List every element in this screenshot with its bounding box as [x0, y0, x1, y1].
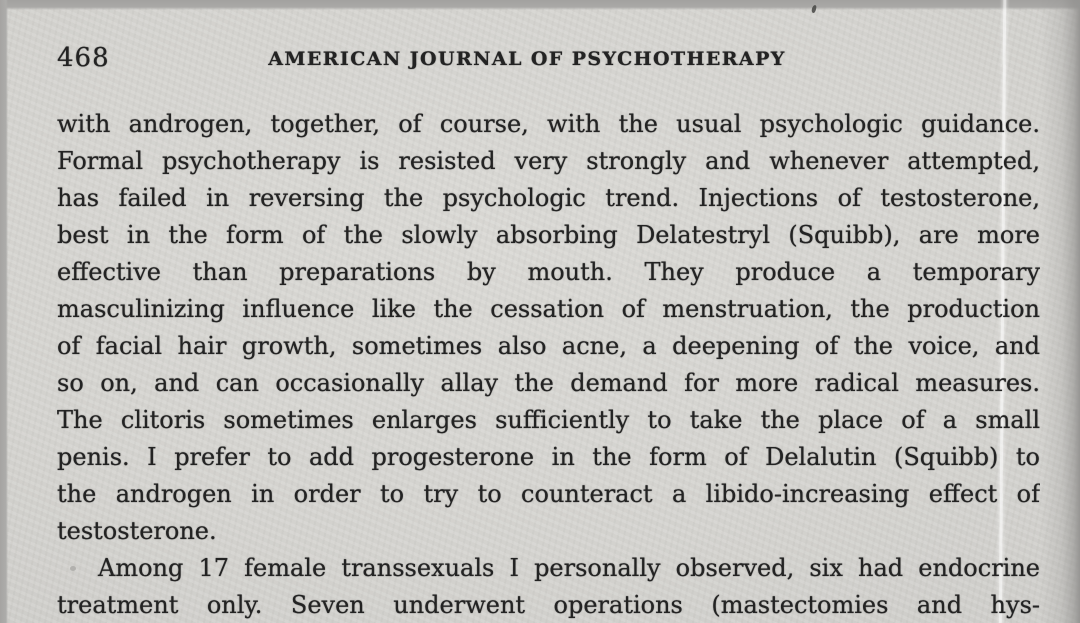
text-line: with androgen, together, of course, with the usual psychologic guidance. — [57, 110, 1040, 138]
text-line: The clitoris sometimes enlarges sufficiently to take the place of a small — [57, 406, 1040, 434]
text-line: has failed in reversing the psychologic trend. Injections of testosterone, — [57, 184, 1040, 212]
running-title: AMERICAN JOURNAL OF PSYCHOTHERAPY — [268, 48, 786, 70]
text-line: penis. I prefer to add progesterone in the form of Delalutin (Squibb) to — [57, 443, 1040, 471]
text-line: so on, and can occasionally allay the demand for more radical measures. — [57, 369, 1040, 397]
body-text — [57, 106, 1040, 623]
text-line: best in the form of the slowly absorbing Delatestryl (Squibb), are more — [57, 221, 1040, 249]
text-line-paragraph-end: testosterone. — [57, 517, 217, 545]
text-line-paragraph-start: Among 17 female transsexuals I personally observed, six had endocrine — [98, 554, 1040, 582]
text-line: Formal psychotherapy is resisted very strongly and whenever attempted, — [57, 147, 1040, 175]
text-line: effective than preparations by mouth. They produce a temporary — [57, 258, 1040, 286]
text-line: the androgen in order to try to counteract a libido-increasing effect of — [57, 480, 1040, 508]
scan-left-edge-shadow — [0, 0, 8, 623]
scan-top-edge-shadow — [0, 0, 1080, 10]
text-line: of facial hair growth, sometimes also acne, a deepening of the voice, and — [57, 332, 1040, 360]
text-line: treatment only. Seven underwent operations (mastectomies and hys- — [57, 591, 1040, 619]
dust-speck — [811, 5, 817, 14]
scan-right-edge-shadow — [1040, 0, 1080, 623]
page-number: 468 — [57, 43, 110, 73]
text-line: masculinizing influence like the cessation of menstruation, the production — [57, 295, 1040, 323]
